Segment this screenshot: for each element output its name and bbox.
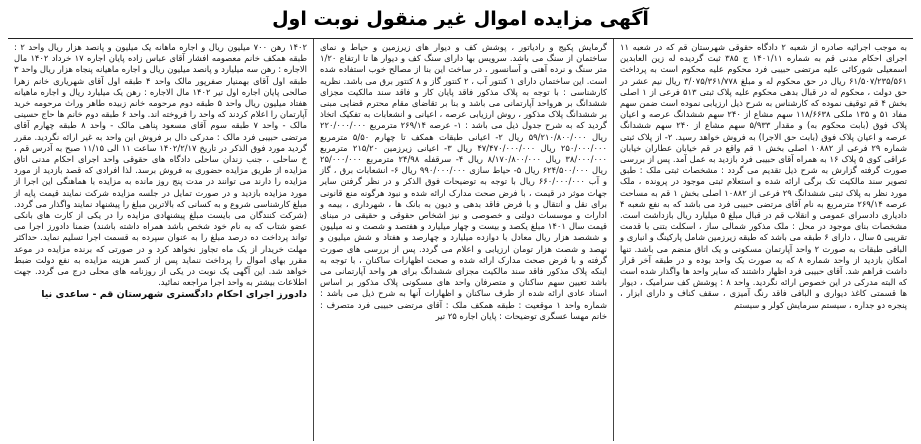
- notice-column-text: به موجب اجرائیه صادره از شعبه ۲ دادگاه حقوقی شهرستان قم که در شعبه ۱۱ اجرای احکام مدنی قم به شماره ۱۴۰۱/۱۱ ج ۳۸۵ ثبت گردیده له زین العابدین اسمعیلی شورکائی علیه مرتضی حبیبی فرد محکوم علیه محکوم است به پرداخت ۶۱/۵۰۷/۲۳۵/۵۶۱ ریال در حق محکوم له و مبلغ ۳/۰۷۵/۳۶۱/۷۷۸ ریال نیم عشر در حق دولت ، محکوم له در قبال بدهی محکوم علیه پلاک ثبتی ۵۱۳ فرعی از ۱ اصلی بخش ۴ قم توقیف نموده که کارشناس به شرح ذیل ارزیابی نموده است ضمن سهم مفاد ۵۱ و ۱۳۵ ملکی ۱۱۸/۶۶۳۸ سهم مشاع از ۲۴۰ سهم ششدانگ عرصه و اعیان پلاک فوق (بابت محکوم به) و مقدار ۵/۹۳۳ سهم مشاع از ۲۴۰ سهم ششدانگ عرصه و اعیان پلاک فوق (بابت حق الاجرا) به فروش خواهد رسید. ۲- از پلاک ثبتی شماره ۲۹ فرعی از ۱۰۸۸۲ اصلی بخش ۱ قم واقع در قم خیابان عطاران خیابان عراقی کوی ۵ پلاک ۱۶ به همراه آقای حبیبی فرد بازدید به عمل آمد. پس از بررسی صورت گرفته گزارش به شرح ذیل تقدیم می گردد : مشخصات ثبتی ملک : طبق تصویر سند مالکیت تک برگی ارائه شده و استعلام ثبتی موجود در پرونده ، ملک مورد نظر به پلاک ثبتی ششدانگ ۲۹ فرعی از ۱۰۸۸۲ اصلی بخش ۱ قم به مساحت عرصه ۲۶۹/۱۴ مترمربع به نام آقای مرتضی حبیبی فرد می باشد که به نفع شعبه ۴ دادیاری دادسرای عمومی و انقلاب قم در قبال مبلغ ۵ میلیارد ریال بازداشت است. مشخصات بنای موجود در محل : ملک مذکور شمالی ساز ، اسکلت بتنی با قدمت تقریبی ۵ سال ، دارای ۶ طبقه می باشد که طبقه زیرزمین شامل پارکینگ و انباری و البافی طبقات به صورت ۲ واحد آپارتمان مسکونی و یک اتاق منضم می باشد. تنها امکان بازدید از واحد شماره ۸ که به صورت یک واحد بوده و در طبقه آخر قرار داشت فراهم شد. آقای حبیبی فرد اظهار داشتند که سایر واحد ها واگذار شده است که البته مدرکی در این خصوص ارائه نگردید. واحد ۸ : پوشش کف سرامیک ، دیوار ها قسمتی کاغذ دیواری و البافی فاقد رنگ آمیزی ، سقف کناف و دارای ابزار ، پنجره دو جداره ، سیستم سرمایش کولر و سیستم: [620, 42, 908, 310]
- notice-column-right: [613, 39, 913, 441]
- notice-column-left: [8, 39, 313, 441]
- notice-column-text: گرمایش پکیج و رادیاتور ، پوشش کف و دیوار های زیرزمین و حیاط و نمای ساختمان از سنگ می باشد. سرویس بها دارای سنگ کف و دیوار ها تا ارتفاع ۱/۲۰ متر سنگ و نرده آهنی و آسانسور ، در ساخت این بنا از مصالح خوب استفاده شده است. این ساختمان دارای ۱ کنتور آب ، ۲ کنتور گاز و ۸ کنتور برق می باشد. نظریه کارشناسی : با توجه به پلاک مذکور فاقد پایان کار و فاقد سند مالکیت مجزای ششدانگ بر هرواحد آپارتمانی می باشد و بنا بر تقاضای مقام محترم قضایی مبنی بر ششدانگ پلاک مذکور ، روش ارزیابی عرصه ، اعیانی و انشعابات به تفکیک اتخاذ گردید که به شرح جدول ذیل می باشد : ۱- عرصه ۲۶۹/۱۴ مترمربع ۲۲۰/۰۰۰/۰۰۰ ریال ۵۹/۲۱۰/۸۰۰/۰۰۰ ریال ۲- اعیانی طبقات همکف تا چهارم ۵/۵۰ مترمربع ۲۵۰/۰۰۰/۰۰۰ ریال ۴۷/۴۷۰/۰۰۰/۰۰۰ ریال ۳- اعیانی زیرزمین ۲۱۵/۲۰ مترمربع ۳۸/۰۰۰/۰۰۰ ریال ۸/۱۷۰/۸۰۰/۰۰۰ ریال ۴- سرقفله ۲۴/۹۸ مترمربع ۲۵/۰۰۰/۰۰۰ ریال ۶۲۴/۵۰۰/۰۰۰ ریال ۵- حیاط سازی ۹۹۰/۰۰۰/۰۰۰ ریال ۶- انشعابات برق ، گاز و آب ۶۶۰/۰۰۰/۰۰۰ ریال با توجه به توضیحات فوق الذکر و در نظر گرفتن سایر جهات موثر در قیمت ، با فرض صحت مدارک ارائه شده و نبود هرگونه منع قانونی برای نقل و انتقال و با فرض فاقد بدهی و دیون به بانک ها ، شهرداری ، بیمه و ادارات و موسسات دولتی و خصوصی و نیز اشخاص حقوقی و حقیقی در مبنای قیمت سال ۱۴۰۱ مبلغ یکصد و بیست و چهار میلیارد و هفتصد و شصت و نه میلیون و ششصد هزار ریال معادل با دوازده میلیارد و چهارصد و هفتاد و شش میلیون و نهصد و شصت هزار تومان ارزیابی و اعلام می گردد. پس از بررسی های صورت گرفته و با فرض صحت مدارک ارائه شده و صحت اظهارات ساکنان ، با توجه به اینکه پلاک مذکور فاقد سند مالکیت مجزای ششدانگ برای هر واحد آپارتمانی می باشد تعیین سهم ساکنان و متصرفان واحد های مسکونی پلاک مذکور بر اساس اسناد عادی ارائه شده از طرف ساکنان و اظهارات آنها به شرح ذیل می باشد : شماره واحد ۱ موقعیت : طبقه همکف ملک : آقای مرتضی حبیبی فرد متصرف : خانم مهسا عسگری توضیحات : پایان اجاره ۲۵ تیر: [320, 42, 608, 321]
- notice-signature: دادورز اجرای احکام دادگستری شهرستان قم - ساعدی نیا: [41, 289, 307, 301]
- notice-column-text: ۱۴۰۲ رهن ۷۰۰ میلیون ریال و اجاره ماهانه یک میلیون و پانصد هزار ریال واحد ۲ : طبقه همکف خانم معصومه افشار آقای عباس زاده پایان اجاره ۱۷ خرداد ۱۴۰۲ مال الاجاره : رهن سه میلیارد و پانصد میلیون ریال و اجاره ماهیانه پنجاه هزار ریال واحد ۳ طبقه اول آقای بهمنیار صفرپور مالک واحد ۴ طبقه اول آقای شهریاری خانم زهرا صالحی پایان اجاره اول تیر ۱۴۰۲ مال الاجاره : رهن یک میلیارد ریال و اجاره ماهیانه هفتاد میلیون ریال واحد ۵ طبقه دوم مرحومه خانم زبیده طاهر وراث مرحومه خرید آپارتمان را اعلام کردند که واحد را فروخته اند. واحد ۶ طبقه دوم خانم ها حاج حسینی مالک - واحد ۷ طبقه سوم آقای مسعود پناهی مالک - واحد ۸ طبقه چهارم آقای مرتضی حبیبی فرد مالک : مدرکی دال بر فروش این واحد به غیر ارائه نگردید. مقرر گردید مورد فوق الذکر در تاریخ ۱۴۰۲/۲/۱۷ ساعت ۱۱ الی ۱۱/۱۵ صبح به آدرس قم ، خ ساحلی ، جنب زندان ساحلی دادگاه های حقوقی واحد اجرای احکام مدنی اتاق مزایده از طریق مزایده حضوری به فروش برسد. لذا افرادی که قصد بازدید از مورد مزایده را دارند می توانند در مدت پنج روز مانده به مزایده با هماهنگی این اجرا از مورد مزایده بازدید و در صورت تمایل در جلسه مزایده شرکت نمایند قیمت پایه از مبلغ کارشناسی شروع و به کسانی که بالاترین مبلغ را پیشنهاد نمایند واگذار می گردد. (شرکت کنندگان می بایست مبلغ پیشنهادی مزایده را در یکی از کارت های بانکی عضو شتاب که به نام خود شخص باشد همراه داشته باشند) ضمنا دادورز اجرا می تواند پرداخت ده درصد مبلغ را به عنوان سپرده به قسمت اجرا تسلیم نماید. حداکثر مهلت خریدار از یک ماه تجاوز نخواهد کرد و در صورتی که برنده مزایده در موعد مقرر بهای اموال را پرداخت ننماید پس از کسر هزینه مزایده به نفع دولت ضبط خواهد شد. این آگهی یک نوبت در یکی از روزنامه های محلی درج می گردد. جهت اطلاعات بیشتر به واحد اجرا مراجعه نمائید.: [14, 42, 308, 288]
- notice-title: آگهی مزایده اموال غیر منقول نوبت اول: [272, 8, 649, 30]
- notice-columns: [8, 38, 913, 441]
- notice-column-middle: [313, 39, 613, 441]
